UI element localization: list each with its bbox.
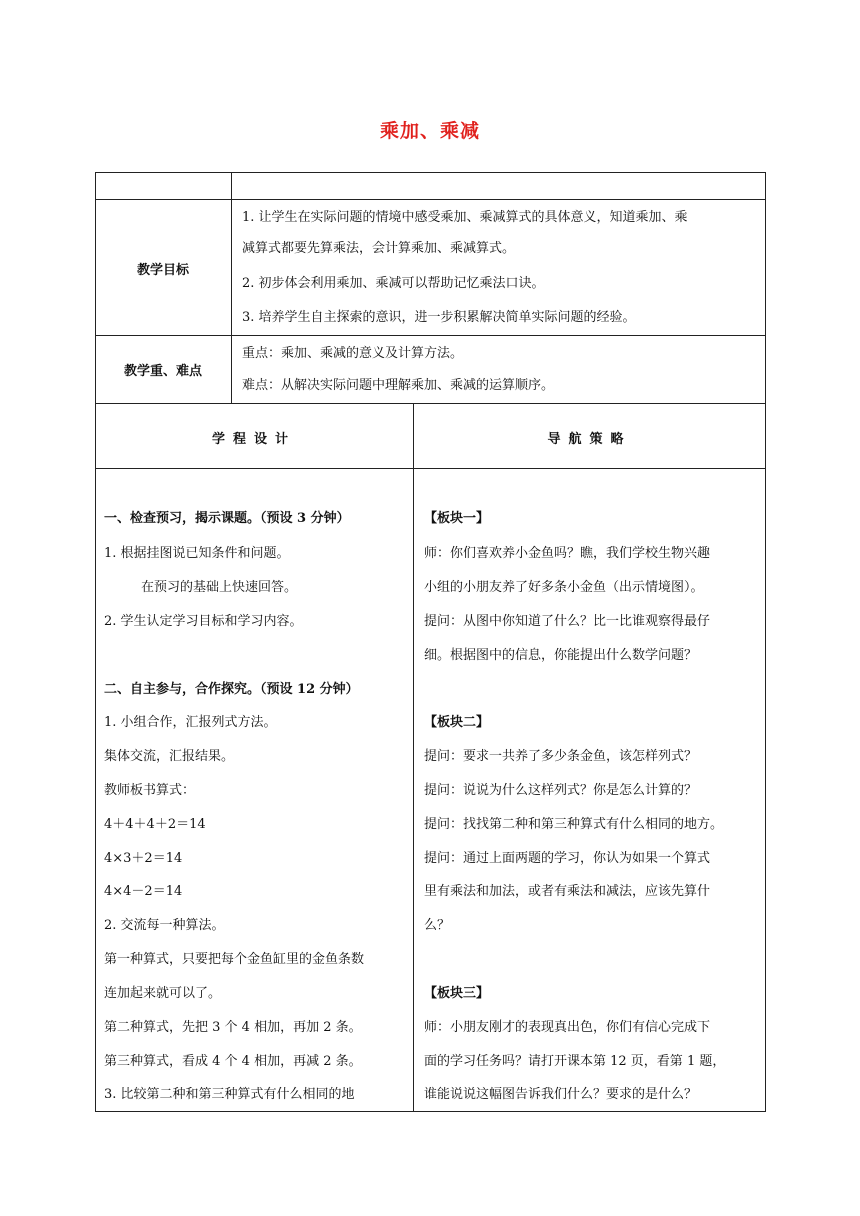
table-rule	[231, 172, 232, 403]
design-line: 第一种算式，只要把每个金鱼缸里的金鱼条数	[104, 952, 365, 967]
strategy-line: 么？	[424, 918, 451, 933]
design-line: 3. 比较第二种和第三种算式有什么相同的地	[104, 1087, 355, 1102]
design-line: 连加起来就可以了。	[104, 986, 222, 1001]
strategy-line: 里有乘法和加法，或者有乘法和减法，应该先算什	[424, 884, 711, 899]
table-rule	[95, 468, 766, 469]
table-rule	[413, 403, 414, 1112]
column-header-strategy: 导航策略	[547, 432, 632, 447]
table-rule	[95, 199, 766, 200]
section-heading: 二、自主参与，合作探究。（预设 12 分钟）	[104, 682, 359, 697]
objective-line: 3. 培养学生自主探索的意识，进一步积累解决简单实际问题的经验。	[242, 310, 636, 325]
design-line: 第三种算式，看成 4 个 4 相加，再减 2 条。	[104, 1054, 362, 1069]
objectives-label: 教学目标	[136, 263, 189, 278]
design-line: 第二种算式，先把 3 个 4 相加，再加 2 条。	[104, 1020, 362, 1035]
strategy-line: 提问：从图中你知道了什么？比一比谁观察得最仔	[424, 614, 711, 629]
strategy-line: 提问：通过上面两题的学习，你认为如果一个算式	[424, 851, 711, 866]
strategy-line: 提问：说说为什么这样列式？你是怎么计算的？	[424, 783, 698, 798]
strategy-line: 面的学习任务吗？请打开课本第 12 页，看第 1 题，	[424, 1054, 726, 1069]
strategy-line: 师：你们喜欢养小金鱼吗？瞧，我们学校生物兴趣	[424, 546, 711, 561]
table-rule	[95, 335, 766, 336]
design-line: 教师板书算式：	[104, 783, 196, 798]
block-heading: 【板块二】	[424, 715, 490, 730]
equation: 4×4－2＝14	[104, 884, 183, 899]
equation: 4×3＋2＝14	[104, 851, 183, 866]
design-line: 2. 交流每一种算法。	[104, 918, 225, 933]
strategy-line: 小组的小朋友养了好多条小金鱼（出示情境图）。	[424, 580, 704, 595]
strategy-line: 提问：找找第二种和第三种算式有什么相同的地方。	[424, 817, 724, 832]
key-points-label: 教学重、难点	[123, 364, 202, 379]
objective-line: 减算式都要先算乘法，会计算乘加、乘减算式。	[242, 241, 516, 256]
document-title: 乘加、乘减	[379, 120, 480, 142]
objective-line: 2. 初步体会利用乘加、乘减可以帮助记忆乘法口诀。	[242, 276, 545, 291]
column-header-design: 学程设计	[211, 432, 296, 447]
section-heading: 一、检查预习，揭示课题。（预设 3 分钟）	[104, 511, 350, 526]
equation: 4＋4＋4＋2＝14	[104, 817, 206, 832]
objective-line: 1. 让学生在实际问题的情境中感受乘加、乘减算式的具体意义，知道乘加、乘	[242, 210, 688, 225]
table-rule	[95, 403, 766, 404]
key-point-line: 重点：乘加、乘减的意义及计算方法。	[242, 346, 464, 361]
design-line: 1. 根据挂图说已知条件和问题。	[104, 546, 290, 561]
block-heading: 【板块三】	[424, 986, 490, 1001]
design-line: 1. 小组合作，汇报列式方法。	[104, 715, 277, 730]
design-line: 2. 学生认定学习目标和学习内容。	[104, 614, 303, 629]
design-line: 集体交流，汇报结果。	[104, 749, 235, 764]
strategy-line: 师：小朋友刚才的表现真出色，你们有信心完成下	[424, 1020, 711, 1035]
strategy-line: 提问：要求一共养了多少条金鱼，该怎样列式？	[424, 749, 698, 764]
strategy-line: 细。根据图中的信息，你能提出什么数学问题？	[424, 648, 698, 663]
key-point-line: 难点：从解决实际问题中理解乘加、乘减的运算顺序。	[242, 378, 555, 393]
strategy-line: 谁能说说这幅图告诉我们什么？要求的是什么？	[424, 1087, 698, 1102]
block-heading: 【板块一】	[424, 511, 490, 526]
design-line: 在预习的基础上快速回答。	[141, 580, 298, 595]
